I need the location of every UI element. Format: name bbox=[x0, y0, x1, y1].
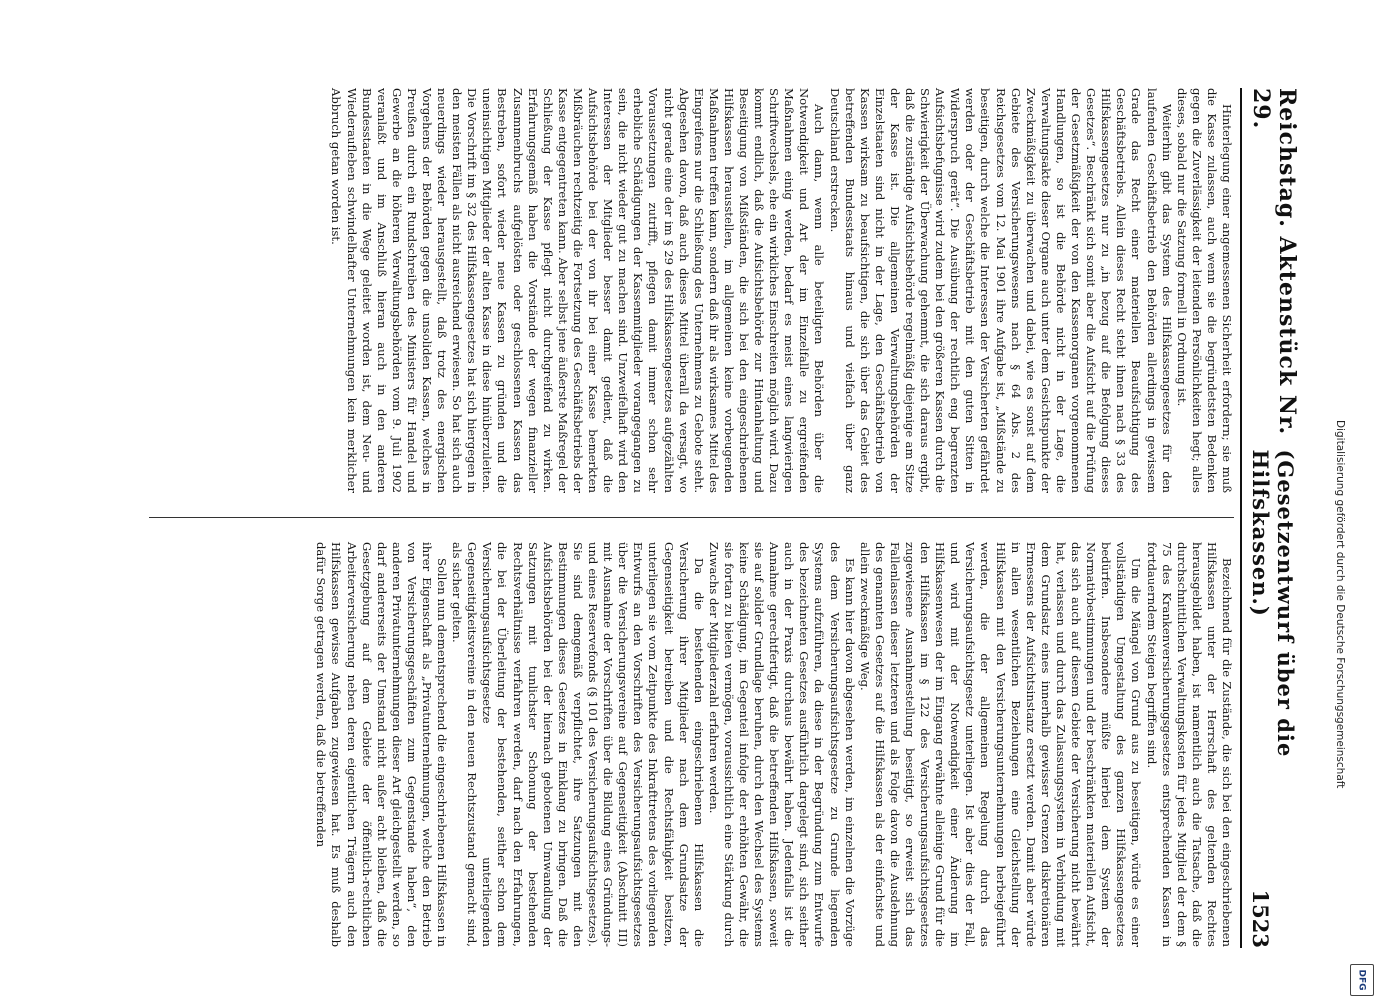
column-divider bbox=[149, 517, 1234, 518]
digitization-credit: Digitalisierung gefördert durch die Deutsche Forschungsgemeinschaft bbox=[1334, 420, 1346, 789]
header-rule bbox=[1240, 88, 1242, 948]
right-text-column bbox=[313, 542, 1234, 947]
page-number: 1523 bbox=[1248, 889, 1273, 948]
paragraph: Um die Mängel von Grund aus zu beseitigen, würde es einer vollständigen Umgestaltung des ganzen Hilfskassengesetzes bedürfen. Insbesondere müßte hierbei dem System der Normativbestimmungen und der beschränkten materiellen Aufsicht, das sich auch auf diesem Gebiete der Versicherung nicht bewährt hat, verlassen und durch das Zulassungssystem in Verbindung mit dem Grundsatz eines innerhalb gewisser Grenzen diskretionären Ermessens der Aufsichtsinstanz ersetzt werden. Damit aber würde in allen wesentlichen Beziehungen eine Gleichstellung der Hilfskassen mit den Versicherungsunternehmungen herbeigeführt werden, die der allgemeinen Regelung durch das Versicherungsaufsichtsgesetz unterliegen. Ist aber dies der Fall, und wird mit der Notwendigkeit einer Änderung im Hilfskassenwesen der im Eingang erwähnte alleinige Grund für die den Hilfskassen im § 122 des Versicherungsaufsichtsgesetzes zugewiesene Ausnahmestellung beseitigt, so erweist sich das Fallenlassen dieser letzteren und als Folge davon die Ausdehnung des genannten Gesetzes auf die Hilfskassen als der einfachste und allein zweckmäßige Weg. bbox=[857, 542, 1144, 947]
document-title: (Gesetzentwurf über die Hilfskassen.) bbox=[1248, 449, 1298, 758]
paragraph: Es kann hier davon abgesehen werden, im einzelnen die Vorzüge des dem Versicherungsaufsichtsgesetze zu Grunde liegenden Systems aufzuführen, da diese in der Begründung zum Entwurfe des bezeichneten Gesetzes ausführlich dargelegt sind, sich seither auch in der Praxis durchaus bewährt haben. Jedenfalls ist die Annahme gerechtfertigt, daß die betreffenden Hilfskassen, soweit sie auf solider Grundlage beruhen, durch den Wechsel des Systems keine Schädigung, im Gegenteil infolge der erhöhten Gewähr, die sie fortan zu bieten vermögen, voraussichtlich eine Stärkung durch Zuwachs der Mitgliederzahl erfahren werden. bbox=[706, 542, 857, 947]
paragraph: Da die bestehenden eingeschriebenen Hilfskassen die Versicherung ihrer Mitglieder nach dem Grundsatze der Gegenseitigkeit betreiben und die Rechtsfähigkeit besitzen, unterliegen sie vom Zeitpunkte des Inkrafttretens des vorliegenden Entwurfs an den Vorschriften des Versicherungsaufsichtsgesetzes über die Versicherungsvereine auf Gegenseitigkeit (Abschnitt III) mit Ausnahme der Vorschriften über die Bildung eines Gründungs- und eines Reservefonds (§ 101 des Versicherungsaufsichtsgesetzes). Sie sind demgemäß verpflichtet, ihre Satzungen mit den Bestimmungen dieses Gesetzes in Einklang zu bringen. Daß die Aufsichtsbehörden bei der hiernach gebotenen Umwandlung der Satzungen mit tunlichster Schonung der bestehenden Rechtsverhältnisse verfahren werden, darf nach den Erfahrungen, die bei der Überleitung der bestehenden, seither schon dem Versicherungsaufsichtsgesetze unterliegenden Gegenseitigkeitsvereine in den neuen Rechtszustand gemacht sind, als sicher gelten. bbox=[450, 542, 706, 947]
paragraph: Bezeichnend für die Zustände, die sich bei den eingeschriebenen Hilfskassen unter der Herrschaft des geltenden Rechtes herausgebildet haben, ist namentlich auch die Tatsache, daß die durchschnittlichen Verwaltungskosten für jedes Mitglied der dem § 75 des Krankenversicherungsgesetzes entsprechenden Kassen in fortdauerndem Steigen begriffen sind. bbox=[1144, 542, 1234, 947]
logo-label: DFG bbox=[1356, 969, 1367, 991]
page-header bbox=[1248, 88, 1300, 948]
dfg-logo-icon bbox=[1350, 964, 1374, 996]
paragraph: Hinterlegung einer angemessenen Sicherheit erfordern; sie muß die Kasse zulassen, auch wenn sie die begründetsten Bedenken gegen die Zuverlässigkeit der leitenden Persönlichkeiten hegt; alles dieses, sobald nur die Satzung formell in Ordnung ist. bbox=[1174, 88, 1234, 493]
paragraph: Auch dann, wenn alle beteiligten Behörden über die Notwendigkeit und Art der im Einzelfalle zu ergreifenden Maßnahmen einig werden, bedarf es meist eines langwierigen Schriftwechsels, ehe ein wirkliches Einschreiten möglich wird. Dazu kommt endlich, daß die Aufsichtsbehörde zur Hintanhaltung und Beseitigung von Mißständen, die sich bei den eingeschriebenen Hilfskassen herausstellen, im allgemeinen keine vorbeugenden Maßnahmen treffen kann, sondern daß ihr als wirksames Mittel des Eingreifens nur die Schließung des Unternehmens zu Gebote steht. Abgesehen davon, daß auch dieses Mittel überall da versagt, wo nicht gerade eine der im § 29 des Hilfskassengesetzes aufgezählten Voraussetzungen zutrifft, pflegen damit immer schon sehr erhebliche Schädigungen der Kassenmitglieder vorangegangen zu sein, die nicht wieder gut zu machen sind. Unzweifelhaft wird den Interessen der Mitglieder besser damit gedient, daß die Aufsichtsbehörde bei der von ihr bei einer Kasse bemerkten Mißbräuchen rechtzeitig die Fortsetzung des Geschäftsbetriebs der Kasse entgegentreten kann. Aber selbst jene äußerste Maßregel der Schließung der Kasse pflegt nicht durchgreifend zu wirken. Erfahrungsgemäß haben die Vorstände der wegen finanzieller Zusammenbruchs aufgelösten oder geschlossenen Kassen das Bestreben, sofort wieder neue Kassen zu gründen und die uneinsichtigen Mitglieder der alten Kasse in diese hinüberzuleiten. Die Vorschrift im § 32 des Hilfskassengesetzes hat sich hiergegen in den meisten Fällen als nicht ausreichend erwiesen. So hat sich auch neuerdings wieder herausgestellt, daß trotz des energischen Vorgehens der Behörden gegen die unsoliden Kassen, welches in Preußen durch ein Rundschreiben des Ministers für Handel und Gewerbe an die höheren Verwaltungsbehörden vom 9. Juli 1902 veranlaßt und im Anschluß hieran auch in den anderen Bundesstaaten in die Wege geleitet worden ist, dem Neu- und Wiederaufleben schwindelhafter Unternehmungen kein merklicher Abbruch getan worden ist. bbox=[329, 88, 827, 493]
paragraph: Sollen nun dementsprechend die eingeschriebenen Hilfskassen in ihrer Eigenschaft als „Privatunternehmungen, welche den Betrieb von Versicherungsgeschäften zum Gegenstande haben“, den anderen Privatunternehmungen dieser Art gleichgestellt werden, so darf andererseits der Umstand nicht außer acht bleiben, daß die Gesetzgebung auf dem Gebiete der öffentlich-rechtlichen Arbeiterversicherung neben deren eigentlichen Trägern auch den Hilfskassen gewisse Aufgaben zugewiesen hat. Es muß deshalb dafür Sorge getragen werden, daß die betreffenden bbox=[314, 542, 450, 947]
running-head: Reichstag. Aktenstück Nr. 29. bbox=[1248, 88, 1300, 436]
left-text-column bbox=[328, 88, 1234, 493]
paragraph: Weiterhin gibt das System des Hilfskassengesetzes für den laufenden Geschäftsbetrieb den Behörden allerdings in gewissem Grade das Recht einer materiellen Beaufsichtigung des Geschäftsbetriebs. Allein dieses Recht steht ihnen nach § 33 des Hilfskassengesetzes nur zu „in bezug auf die Befolgung dieses Gesetzes“. Beschränkt sich somit aber die Aufsicht auf die Prüfung der Gesetzmäßigkeit der von den Kassenorganen vorgenommenen Handlungen, so ist die Behörde nicht in der Lage, die Verwaltungsakte dieser Organe auch unter dem Gesichtspunkte der Zweckmäßigkeit zu überwachen und dabei, wie es sonst auf dem Gebiete des Versicherungswesens nach § 64 Abs. 2 des Reichsgesetzes vom 12. Mai 1901 ihre Aufgabe ist, „Mißstände zu beseitigen, durch welche die Interessen der Versicherten gefährdet werden oder der Geschäftsbetrieb mit den guten Sitten in Widerspruch gerät“. Die Ausübung der rechtlich eng begrenzten Aufsichtsbefugnisse wird zudem bei den größeren Kassen durch die Schwierigkeit der Überwachung gehemmt, die sich daraus ergibt, daß die zuständige Aufsichtsbehörde regelmäßig diejenige am Sitze der Kasse ist. Die allgemeinen Verwaltungsbehörden der Einzelstaaten sind nicht in der Lage, den Geschäftsbetrieb von Kassen wirksam zu beaufsichtigen, die sich über das Gebiet des betreffenden Bundesstaats hinaus und vielfach über ganz Deutschland erstrecken. bbox=[827, 88, 1174, 493]
